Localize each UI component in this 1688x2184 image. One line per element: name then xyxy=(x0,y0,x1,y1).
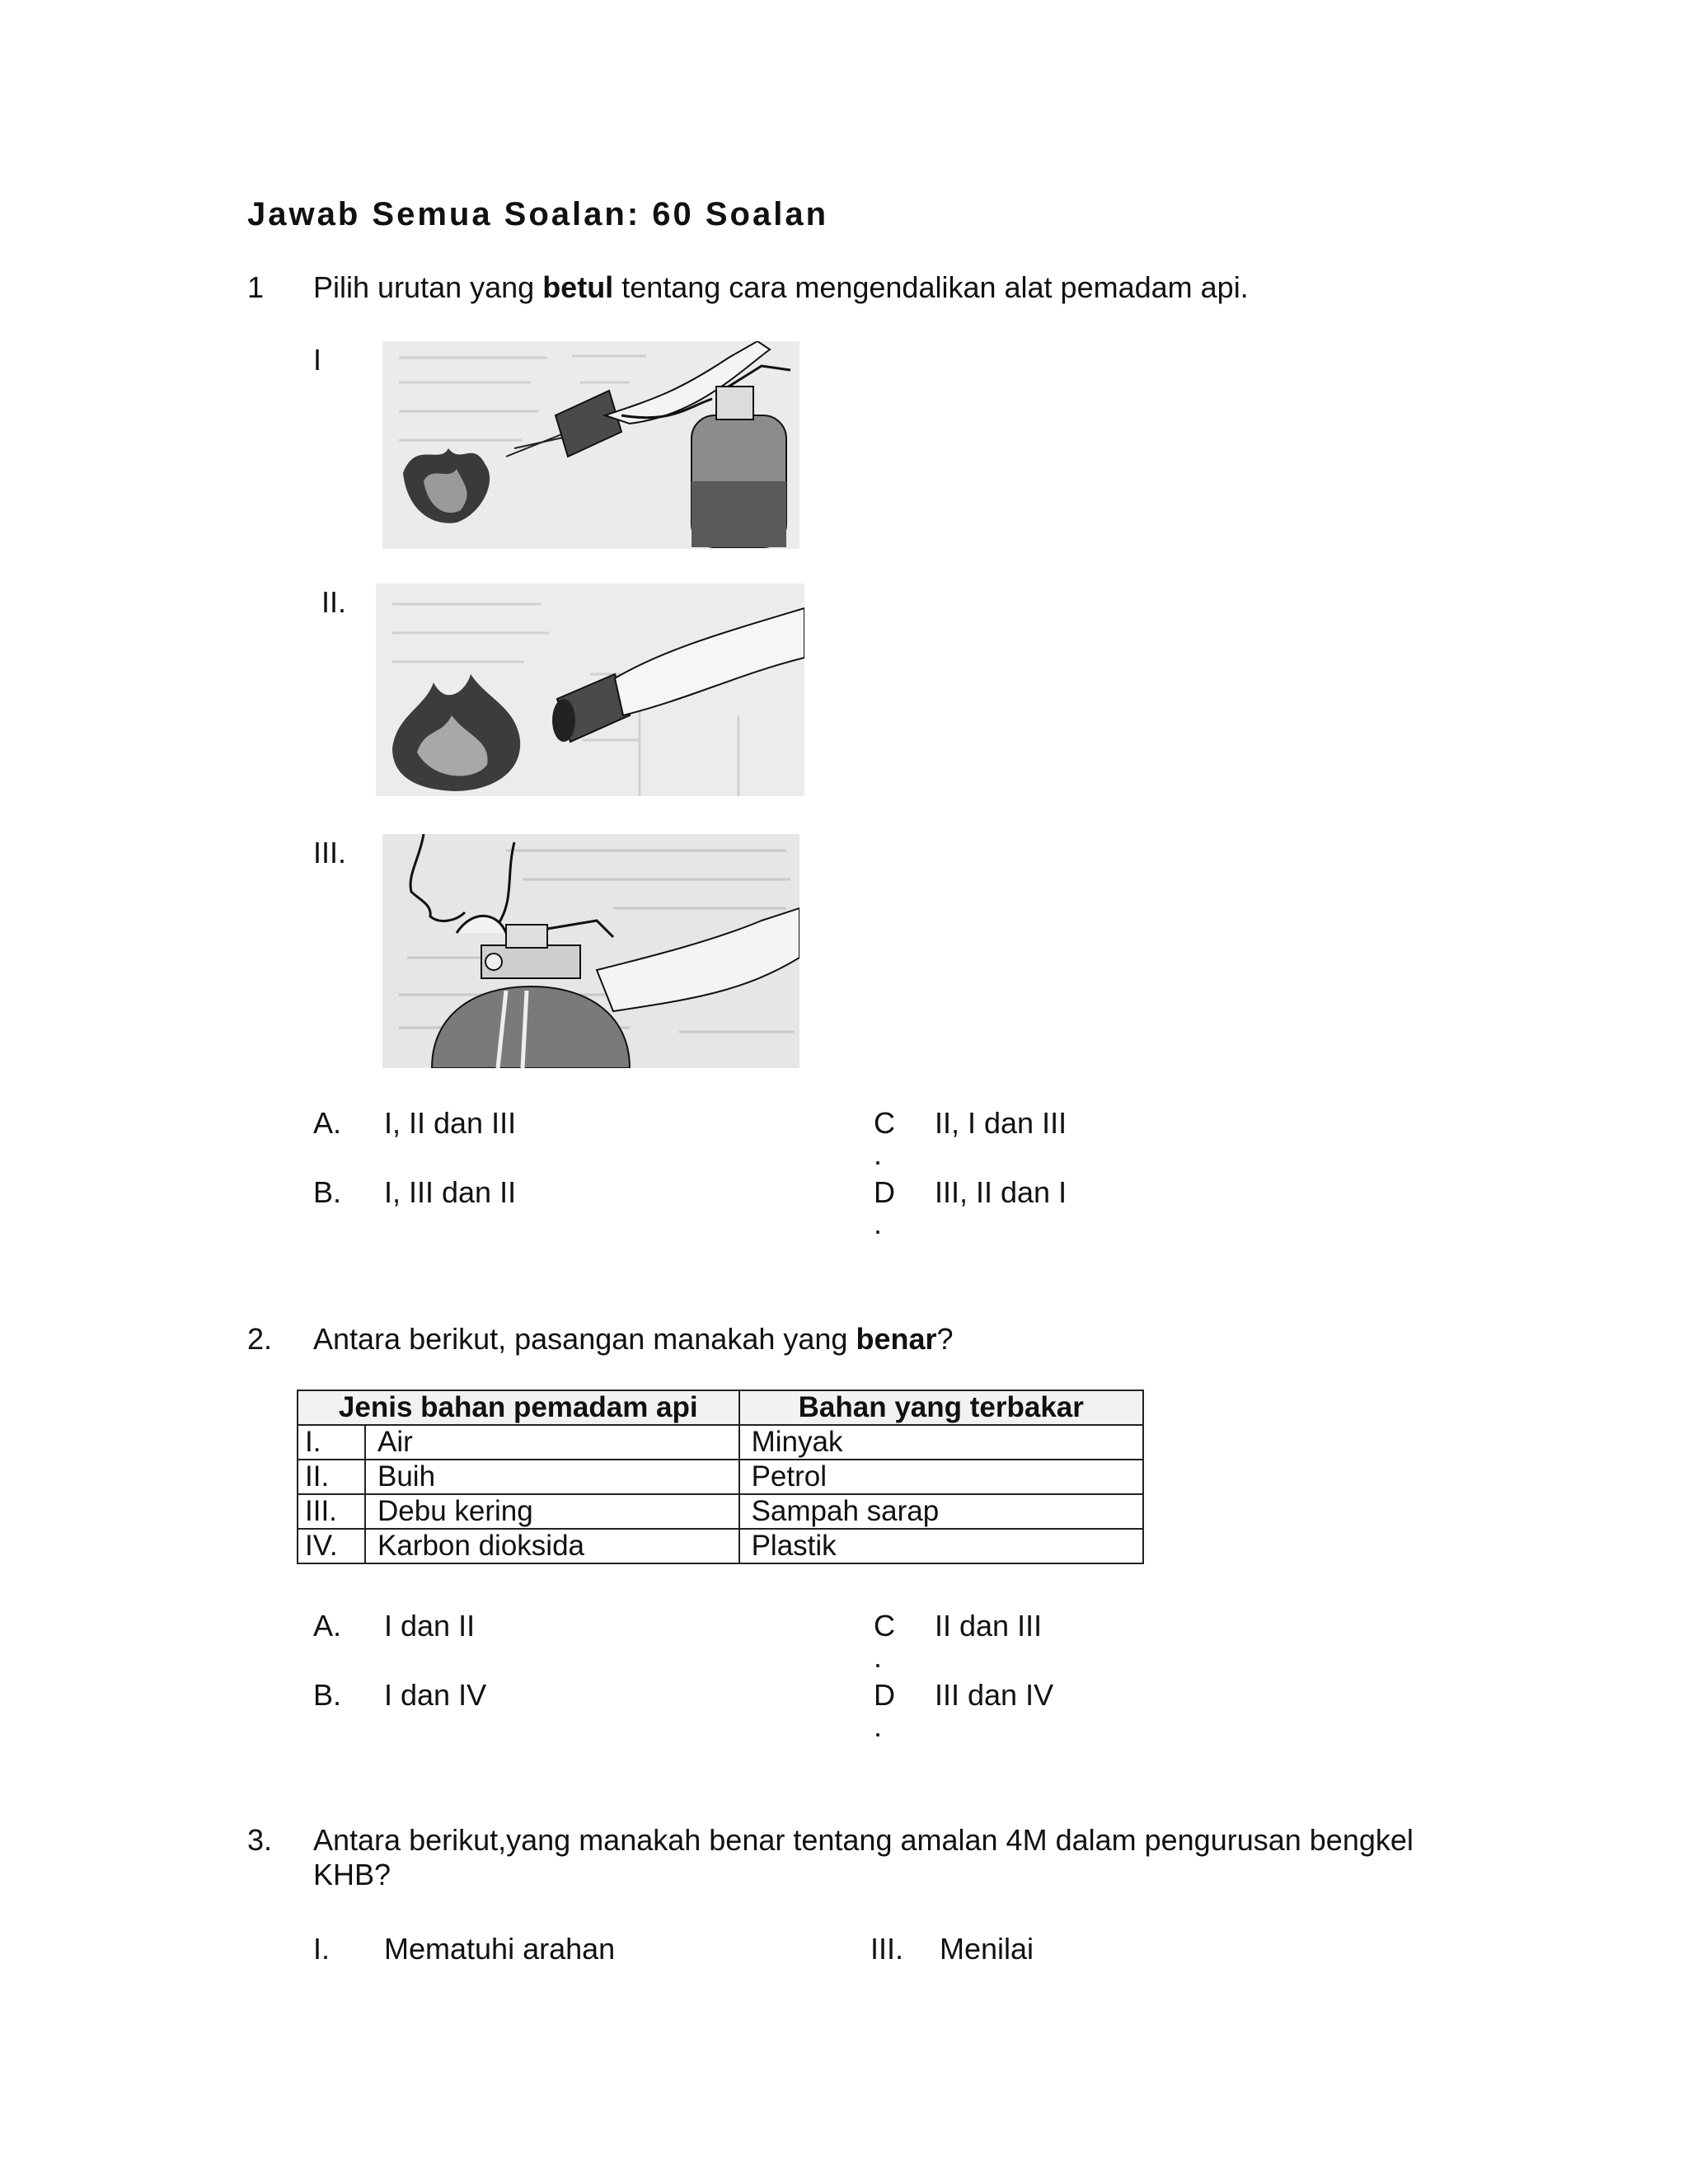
row-agent: Debu kering xyxy=(365,1494,739,1529)
row-material: Plastik xyxy=(739,1529,1143,1563)
row-number: I. xyxy=(298,1425,365,1460)
q1-option-d-letter: D xyxy=(874,1175,895,1209)
q2-option-d-dot: . xyxy=(874,1709,883,1743)
question-3-text-line2: KHB? xyxy=(313,1858,392,1891)
figure-label-1: I xyxy=(313,343,322,377)
row-number: II. xyxy=(298,1460,365,1494)
q2-option-a-letter: A. xyxy=(313,1609,342,1643)
question-1-text: Pilih urutan yang betul tentang cara mengendalikan alat pemadam api. xyxy=(313,270,1249,304)
q2-option-c-letter: C xyxy=(874,1609,895,1643)
row-material: Minyak xyxy=(739,1425,1143,1460)
q2-option-b-text: I dan IV xyxy=(384,1678,487,1712)
row-agent: Buih xyxy=(365,1460,739,1494)
q1-option-c-letter: C xyxy=(874,1106,895,1140)
row-material: Petrol xyxy=(739,1460,1143,1494)
q2-option-b-letter: B. xyxy=(313,1678,342,1712)
table-row xyxy=(298,1425,1143,1460)
question-2-text: Antara berikut, pasangan manakah yang benar? xyxy=(313,1322,954,1356)
q1-option-b-letter: B. xyxy=(313,1175,342,1209)
question-2-number: 2. xyxy=(247,1322,273,1356)
figure-label-2: II. xyxy=(321,585,347,619)
question-3-number: 3. xyxy=(247,1823,273,1857)
q1-option-c-dot: . xyxy=(874,1137,883,1171)
q2-option-d-text: III dan IV xyxy=(935,1678,1054,1712)
row-agent: Karbon dioksida xyxy=(365,1529,739,1563)
extinguisher-spray-figure xyxy=(382,341,799,549)
row-material: Sampah sarap xyxy=(739,1494,1143,1529)
question-1-number: 1 xyxy=(247,270,265,304)
q1-option-d-dot: . xyxy=(874,1207,883,1240)
page-title: Jawab Semua Soalan: 60 Soalan xyxy=(247,196,829,232)
q1-option-a-letter: A. xyxy=(313,1106,342,1140)
q2-option-a-text: I dan II xyxy=(384,1609,476,1643)
table-header-material: Bahan yang terbakar xyxy=(739,1390,1143,1425)
q3-item-3-number: III. xyxy=(870,1932,904,1966)
q2-option-c-dot: . xyxy=(874,1640,883,1674)
figure-label-3: III. xyxy=(313,836,347,869)
q3-item-3-text: Menilai xyxy=(940,1932,1034,1966)
aim-nozzle-figure xyxy=(376,583,804,796)
q1-option-a-text: I, II dan III xyxy=(384,1106,517,1140)
row-agent: Air xyxy=(365,1425,739,1460)
table-row xyxy=(298,1460,1143,1494)
q1-option-d-text: III, II dan I xyxy=(935,1175,1067,1209)
q2-option-c-text: II dan III xyxy=(935,1609,1043,1643)
table-row xyxy=(298,1494,1143,1529)
table-header-row xyxy=(298,1390,1143,1425)
q1-option-c-text: II, I dan III xyxy=(935,1106,1067,1140)
row-number: IV. xyxy=(298,1529,365,1563)
table-row xyxy=(298,1529,1143,1563)
question-3-text-line1: Antara berikut,yang manakah benar tentang amalan 4M dalam pengurusan bengkel xyxy=(313,1823,1414,1857)
q3-item-1-text: Mematuhi arahan xyxy=(384,1932,616,1966)
row-number: III. xyxy=(298,1494,365,1529)
table-header-agent: Jenis bahan pemadam api xyxy=(298,1390,739,1425)
q3-item-1-number: I. xyxy=(313,1932,331,1966)
pull-pin-figure xyxy=(382,834,799,1068)
q1-option-b-text: I, III dan II xyxy=(384,1175,517,1209)
fire-extinguisher-table xyxy=(297,1390,1144,1564)
q2-option-d-letter: D xyxy=(874,1678,895,1712)
